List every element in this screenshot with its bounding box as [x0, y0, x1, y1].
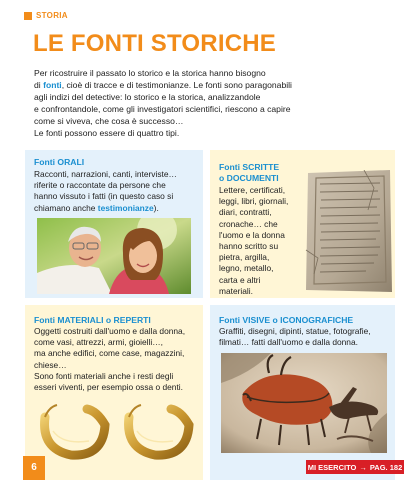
photo-grandfather-child	[37, 218, 191, 294]
intro-line: agli indizi del detective: lo storico e la storica, analizzandole	[34, 92, 261, 103]
exercise-link-label: MI ESERCITO	[307, 462, 357, 472]
box-fonti-orali	[25, 150, 203, 298]
intro-line: e confrontandole, come gli investigatori scientifici, riescono a capire	[34, 104, 291, 115]
box-fonti-visive	[210, 305, 395, 480]
box-text-visive: Graffiti, disegni, dipinti, statue, fotografie, filmati… fatti dall'uomo e dalla donna.	[219, 326, 371, 348]
box-fonti-materiali	[25, 305, 203, 480]
exercise-link-page: PAG. 182	[369, 462, 403, 472]
intro-line: Per ricostruire il passato lo storico e la storica hanno bisogno	[34, 68, 266, 78]
exercise-link[interactable]	[306, 460, 404, 474]
photo-stone-inscription	[304, 170, 392, 292]
page-title: LE FONTI STORICHE	[33, 30, 276, 57]
photo-gold-earrings	[33, 397, 198, 461]
section-marker-icon	[24, 12, 32, 20]
page-number: 6	[31, 462, 37, 473]
intro-line: Le fonti possono essere di quattro tipi.	[34, 128, 180, 139]
box-title-scritte: Fonti SCRITTE o DOCUMENTI	[219, 162, 280, 183]
box-text-orali: Racconti, narrazioni, canti, interviste… riferite o raccontate da persone che hanno vissuto i fatti (in questo caso si chiamano anche testimonianze).	[34, 169, 177, 213]
box-title-orali: Fonti ORALI	[34, 157, 85, 167]
box-fonti-scritte	[210, 150, 395, 298]
box-text-materiali: Oggetti costruiti dall'uomo e dalla donna, come vasi, attrezzi, armi, gioielli…, ma anche edifici, come case, magazzini, chiese… Sono fonti materiali anche i resti degli esseri viventi, per esempio ossa o denti.	[34, 326, 186, 393]
intro-paragraph	[34, 67, 380, 140]
section-label: STORIA	[36, 11, 68, 20]
earring-right	[129, 405, 189, 455]
section-tag	[24, 11, 68, 20]
box-text-scritte: Lettere, certificati, leggi, libri, giornali, diari, contratti, cronache… che l'uomo e la donna hanno scritto su pietra, argilla, legno, metallo, carta e altri materiali.	[219, 185, 289, 296]
box-title-visive: Fonti VISIVE o ICONOGRAFICHE	[219, 315, 354, 325]
intro-line: come si viveva, che cosa è successo…	[34, 116, 184, 127]
photo-cave-painting	[221, 353, 387, 453]
earring-left	[45, 405, 105, 455]
box-title-materiali: Fonti MATERIALI o REPERTI	[34, 315, 151, 325]
intro-line: di fonti, cioè di tracce e di testimonianze. Le fonti sono paragonabili	[34, 80, 292, 91]
arrow-right-icon: →	[359, 462, 367, 472]
keyword-testimonianze: testimonianze	[97, 202, 154, 213]
keyword-fonti: fonti	[43, 80, 62, 91]
page-number-badge	[23, 456, 45, 480]
